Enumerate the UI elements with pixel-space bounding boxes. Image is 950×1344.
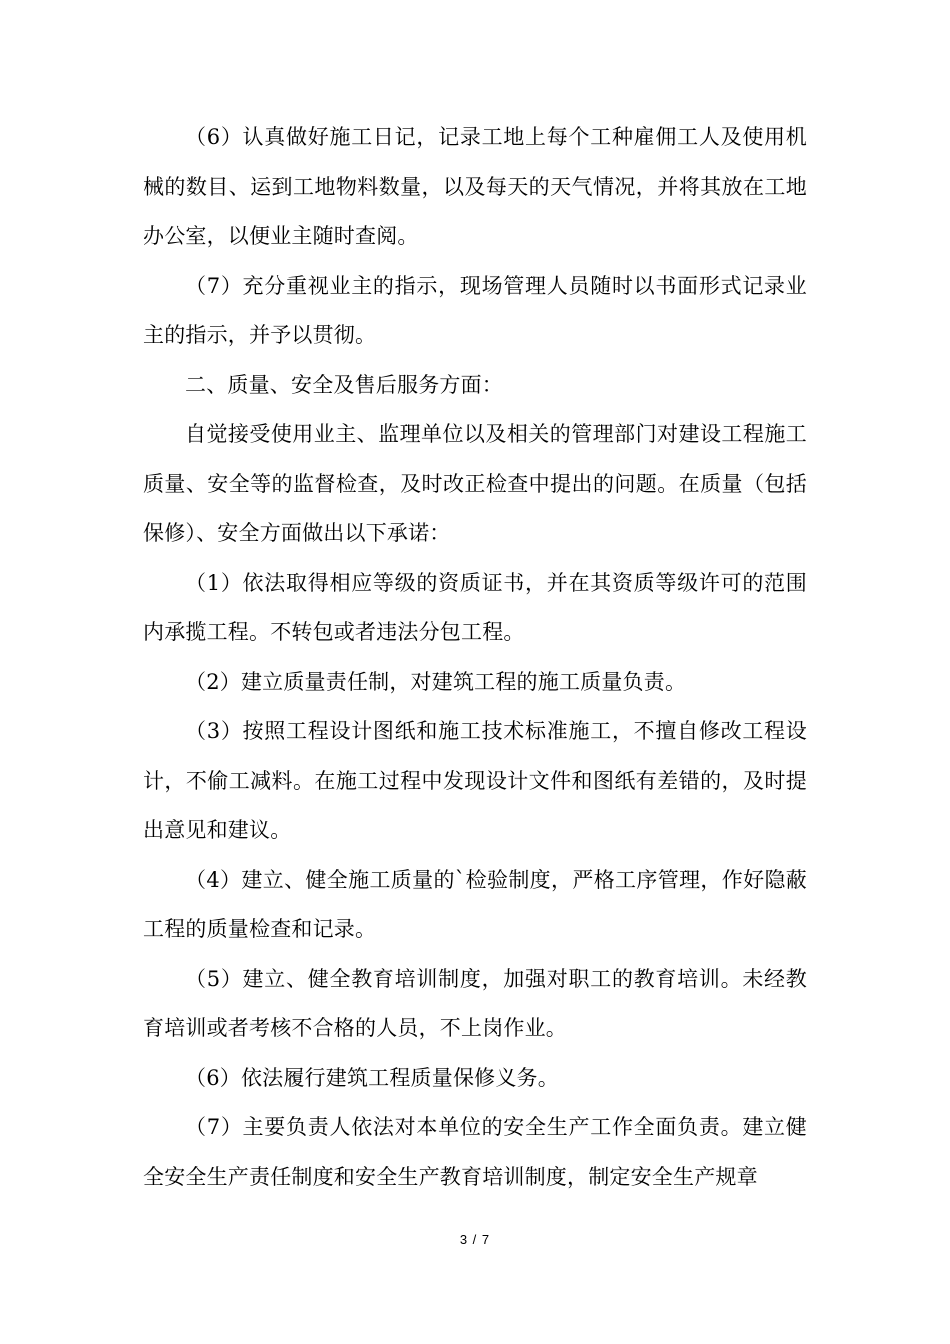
paragraph-5: （2）建立质量责任制，对建筑工程的施工质量负责。 bbox=[185, 669, 687, 694]
paragraph-3: 自觉接受使用业主、监理单位以及相关的管理部门对建设工程施工质量、安全等的监督检查，及时改正检查中提出的问题。在质量（包括保修）、安全方面做出以下承诺： bbox=[143, 422, 807, 545]
paragraph-2: （7）充分重视业主的指示，现场管理人员随时以书面形式记录业主的指示，并予以贯彻。 bbox=[143, 273, 807, 347]
paragraph-6: （3）按照工程设计图纸和施工技术标准施工，不擅自修改工程设计，不偷工减料。在施工过程中发现设计文件和图纸有差错的，及时提出意见和建议。 bbox=[143, 719, 807, 842]
paragraph-1: （6）认真做好施工日记，记录工地上每个工种雇佣工人及使用机械的数目、运到工地物料数量，以及每天的天气情况，并将其放在工地办公室，以便业主随时查阅。 bbox=[143, 125, 807, 248]
document-body bbox=[143, 113, 807, 1202]
paragraph-10: （7）主要负责人依法对本单位的安全生产工作全面负责。建立健全安全生产责任制度和安全生产教育培训制度，制定安全生产规章 bbox=[143, 1115, 807, 1189]
section-heading: 二、质量、安全及售后服务方面： bbox=[185, 372, 503, 397]
paragraph-7: （4）建立、健全施工质量的`检验制度，严格工序管理，作好隐蔽工程的质量检查和记录。 bbox=[143, 867, 807, 941]
page-number: 3 / 7 bbox=[459, 1232, 491, 1247]
paragraph-4: （1）依法取得相应等级的资质证书，并在其资质等级许可的范围内承揽工程。不转包或者违法分包工程。 bbox=[143, 570, 807, 644]
paragraph-9: （6）依法履行建筑工程质量保修义务。 bbox=[185, 1065, 559, 1090]
paragraph-8: （5）建立、健全教育培训制度，加强对职工的教育培训。未经教育培训或者考核不合格的人员，不上岗作业。 bbox=[143, 966, 807, 1040]
